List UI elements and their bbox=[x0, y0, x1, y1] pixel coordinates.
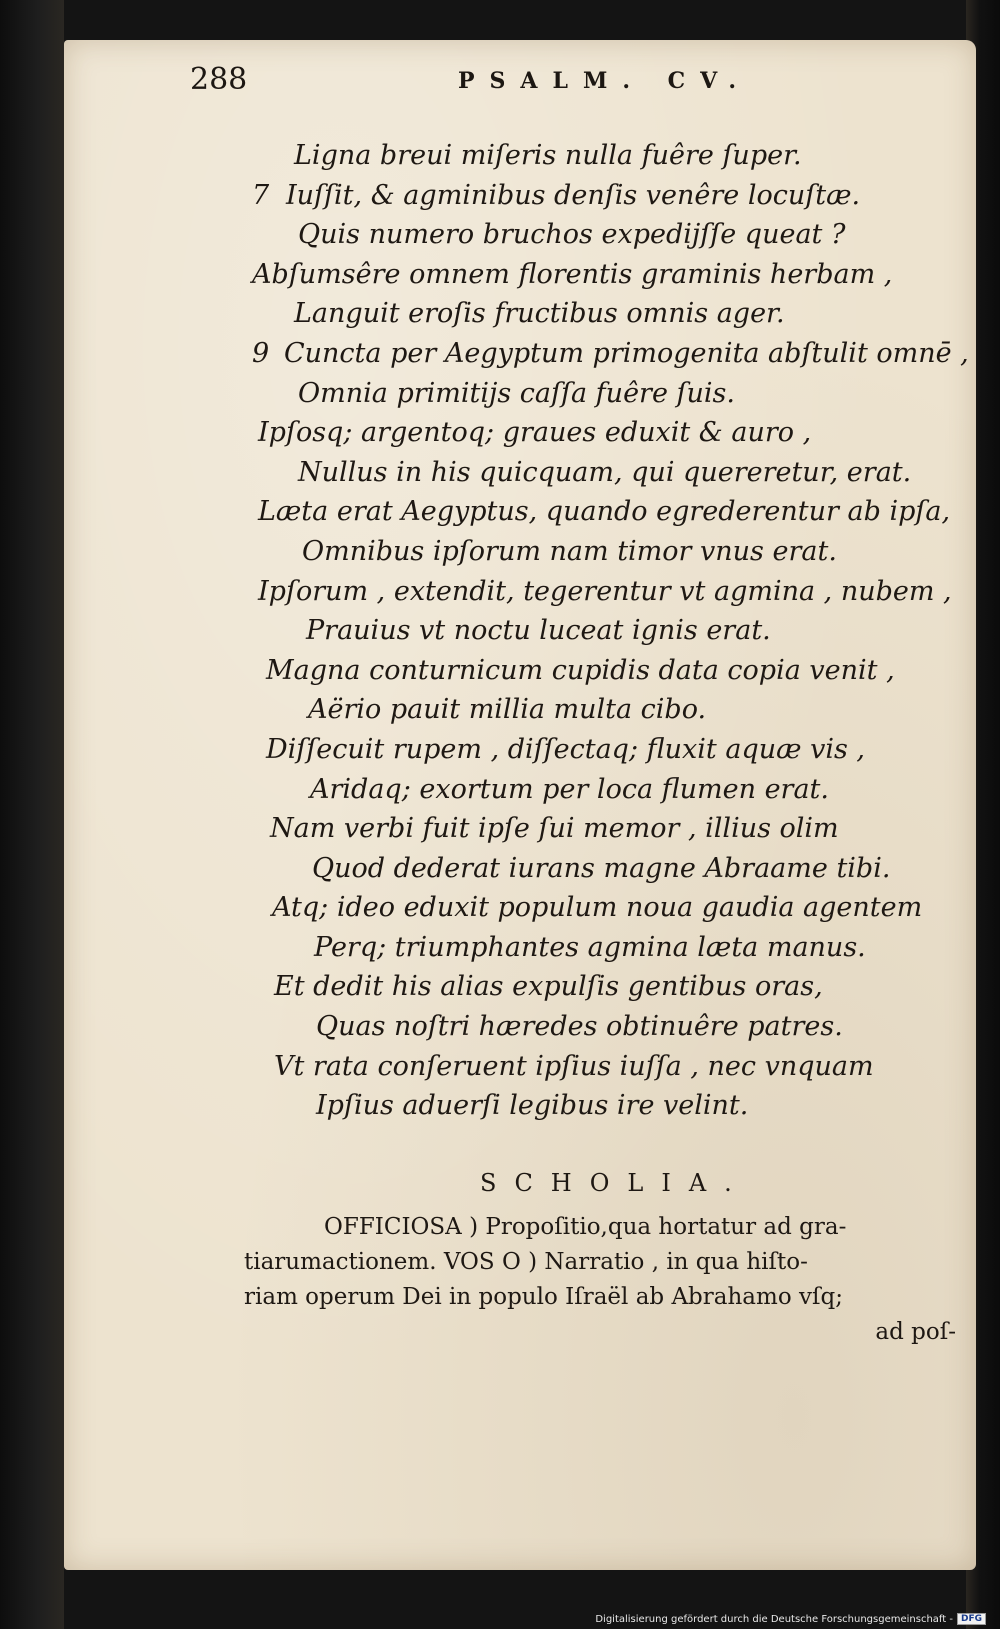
verse-line: Quod dederat iurans magne Abraame tibi. bbox=[312, 852, 891, 884]
verse-line: Quis numero bruchos expedijſſe queat ? bbox=[298, 219, 846, 251]
scholia-line: tiarumactionem. VOS O ) Narratio , in qua hiſto- bbox=[244, 1249, 808, 1275]
verse-number: 9 bbox=[252, 337, 270, 369]
verse-line: Atq; ideo eduxit populum noua gaudia agentem bbox=[272, 892, 923, 924]
verse-line: Aërio pauit millia multa cibo. bbox=[308, 694, 707, 726]
verse-line: Et dedit his alias expulſis gentibus oras, bbox=[274, 971, 823, 1003]
verse-number: 7 bbox=[252, 179, 270, 211]
verse-line: Ipſosq; argentoq; graues eduxit & auro , bbox=[258, 417, 812, 449]
verse-line: Ipſorum , extendit, tegerentur vt agmina , nubem , bbox=[258, 575, 952, 607]
scholia-heading: SCHOLIA. bbox=[480, 1169, 750, 1197]
verse-line: Prauius vt noctu luceat ignis erat. bbox=[306, 615, 771, 647]
dfg-logo: DFG bbox=[957, 1613, 986, 1625]
verse-line: Perq; triumphantes agmina læta manus. bbox=[314, 931, 866, 963]
verse-line: 9 Cuncta per Aegyptum primogenita abſtulit omnē , bbox=[186, 334, 946, 374]
verse-line: Ligna breui miſeris nulla fuêre ſuper. bbox=[294, 140, 802, 171]
scholia-line: OFFICIOSA ) Propoſitio,qua hortatur ad gra- bbox=[324, 1214, 847, 1240]
verse-line: Diſſecuit rupem , diſſectaq; fluxit aquæ vis , bbox=[266, 733, 865, 765]
verse-line: Omnia primitijs caſſa fuêre ſuis. bbox=[298, 377, 735, 409]
verse-line: Nullus in his quicquam, qui quereretur, erat. bbox=[298, 456, 912, 488]
verse-line: Quas noſtri hæredes obtinuêre patres. bbox=[316, 1011, 843, 1043]
scholia-text bbox=[244, 1210, 956, 1350]
running-title: PSALM. CV. bbox=[458, 68, 752, 94]
verse-line: Omnibus ipſorum nam timor vnus erat. bbox=[302, 535, 837, 567]
book-binding-left bbox=[0, 0, 64, 1629]
scholia-line: riam operum Dei in populo Iſraël ab Abrahamo vſq; bbox=[244, 1284, 843, 1310]
funding-notice: Digitalisierung gefördert durch die Deutsche Forschungsgemeinschaft - bbox=[595, 1613, 953, 1625]
verse-line: Læta erat Aegyptus, quando egrederentur ab ipſa, bbox=[258, 496, 951, 528]
verse-line: 7 Iuſſit, & agminibus denſis venêre locuſtæ. bbox=[186, 176, 946, 216]
verse-line: Nam verbi fuit ipſe ſui memor , illius olim bbox=[270, 813, 839, 845]
catchword: ad poſ- bbox=[875, 1319, 956, 1345]
running-head bbox=[190, 62, 810, 106]
verse-line: Abſumsêre omnem florentis graminis herbam , bbox=[252, 258, 893, 290]
verse-line: Languit eroſis fructibus omnis ager. bbox=[294, 298, 785, 330]
page-number: 288 bbox=[190, 62, 248, 97]
verse-line: Aridaq; exortum per loca flumen erat. bbox=[310, 773, 829, 805]
verse-line: Ipſius aduerſi legibus ire velint. bbox=[316, 1090, 749, 1122]
digitization-footer bbox=[595, 1613, 986, 1625]
psalm-text bbox=[186, 136, 969, 1126]
verse-line: Magna conturnicum cupidis data copia venit , bbox=[266, 654, 895, 686]
verse-line: Vt rata conſeruent ipſius iuſſa , nec vnquam bbox=[274, 1050, 874, 1082]
